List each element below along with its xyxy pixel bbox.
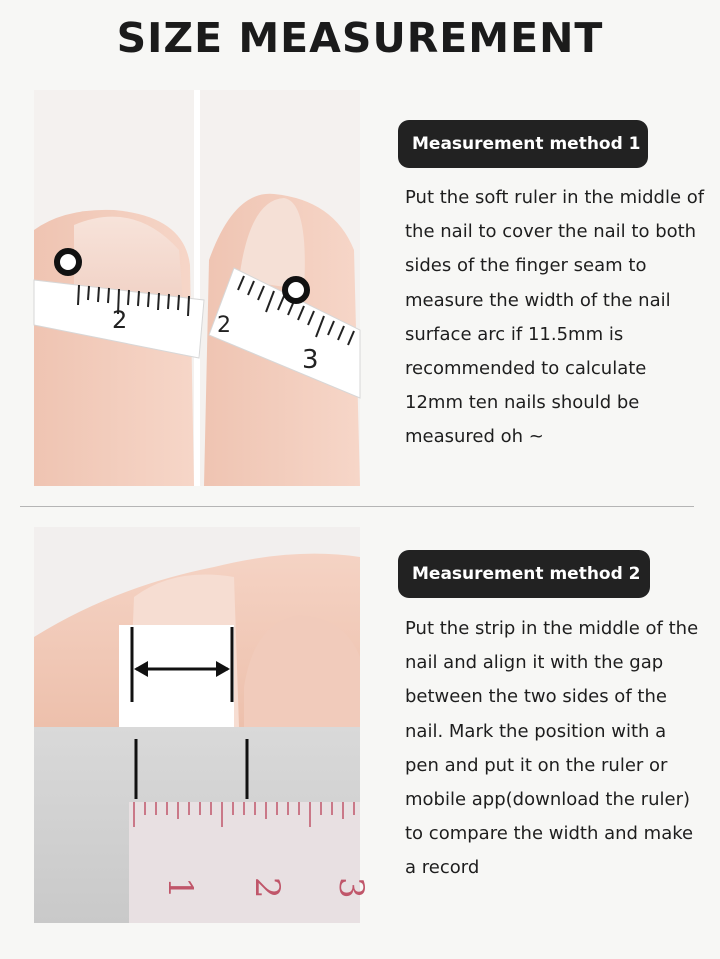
ruler-number: 3 [331,877,371,899]
method1-photo [34,90,360,486]
ruler-number: 2 [217,313,231,338]
ruler-number: 2 [247,877,287,899]
method2-description: Put the strip in the middle of the nail and align it with the gap between the two sides of the nail. Mark the position with a pen and put it on the ruler or mobile app(download the ruler) to compare the width and make a record [405,618,699,879]
ruler-number: 3 [302,345,319,375]
method1-description: Put the soft ruler in the middle of the nail to cover the nail to both sides of the finger seam to measure the width of the nail surface arc if 11.5mm is recommended to calculate 12mm ten nails should be measured oh ~ [405,187,705,448]
ruler-number: 2 [112,306,128,334]
ruler-number: 1 [160,877,200,899]
method2-photo [34,527,371,923]
page-title: SIZE MEASUREMENT [116,14,604,62]
section-divider [20,506,694,507]
method1-badge: Measurement method 1 [398,120,648,168]
method2-badge: Measurement method 2 [398,550,650,598]
